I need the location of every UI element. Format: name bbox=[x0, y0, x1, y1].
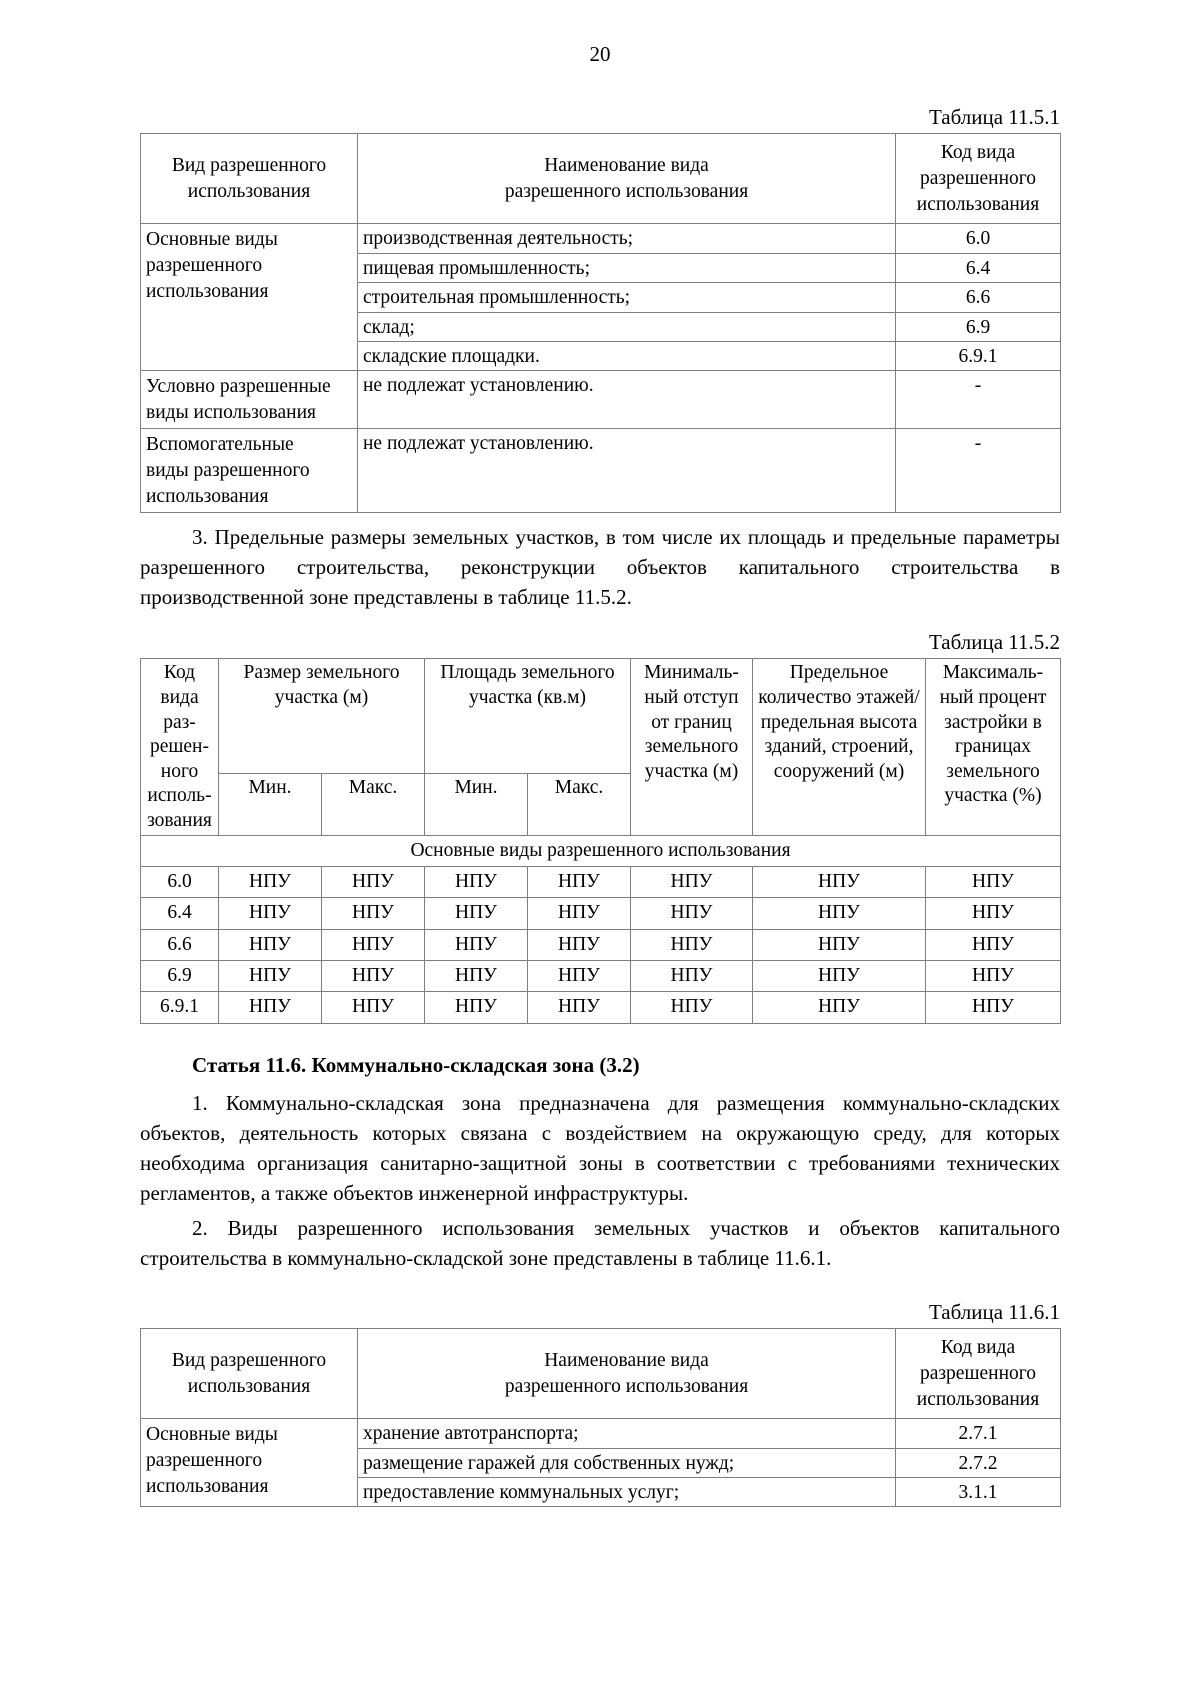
article-116-paragraph-1: 1. Коммунально-складская зона предназначена для размещения коммунально-складских объектов, деятельность которых связана с воздействием на окружающую среду, для которых необходима организация санитарно-защитной зоны в соответствии с требованиями технических регламентов, а также объектов инженерной инфраструктуры. bbox=[140, 1091, 1060, 1205]
cell-param-value: НПУ bbox=[219, 929, 322, 960]
cell-param-value: НПУ bbox=[631, 898, 753, 929]
cell-group-label: Основные виды разрешенного использования bbox=[141, 836, 1061, 866]
cell-use-kind: Основные виды разрешенного использования bbox=[141, 224, 358, 371]
cell-use-code: 6.4 bbox=[896, 253, 1061, 282]
cell-use-code: 6.9.1 bbox=[896, 341, 1061, 370]
cell-param-value: НПУ bbox=[753, 992, 926, 1023]
cell-param-value: НПУ bbox=[926, 898, 1061, 929]
table-row bbox=[141, 224, 1061, 253]
article-116-paragraph-2: 2. Виды разрешенного использования земельных участков и объектов капитального строительства в коммунально-складской зоне представлены в таблице 11.6.1. bbox=[140, 1216, 1060, 1271]
cell-code: 6.9.1 bbox=[141, 992, 219, 1023]
cell-code: 6.9 bbox=[141, 960, 219, 991]
table-1152-caption: Таблица 11.5.2 bbox=[928, 630, 1060, 655]
cell-param-value: НПУ bbox=[528, 960, 631, 991]
cell-use-name: не подлежат установлению. bbox=[358, 429, 896, 513]
cell-param-value: НПУ bbox=[631, 960, 753, 991]
cell-use-code: 3.1.1 bbox=[896, 1478, 1061, 1507]
cell-param-value: НПУ bbox=[631, 992, 753, 1023]
header-cell-use-code: Код вида разрешенного использования bbox=[896, 1329, 1061, 1419]
table-1152-header bbox=[141, 659, 1061, 836]
header-cell-use-kind: Вид разрешенного использования bbox=[141, 134, 358, 224]
article-116-title: Статья 11.6. Коммунально-складская зона (3.2) bbox=[192, 1052, 640, 1077]
table-row bbox=[141, 929, 1061, 960]
cell-param-value: НПУ bbox=[528, 929, 631, 960]
cell-param-value: НПУ bbox=[219, 960, 322, 991]
cell-param-value: НПУ bbox=[219, 866, 322, 897]
cell-use-name: хранение автотранспорта; bbox=[358, 1419, 896, 1448]
header-cell-use-name: Наименование вида разрешенного использования bbox=[358, 1329, 896, 1419]
cell-use-name: размещение гаражей для собственных нужд; bbox=[358, 1448, 896, 1477]
cell-use-code: - bbox=[896, 429, 1061, 513]
table-row bbox=[141, 960, 1061, 991]
table-1152-body bbox=[141, 836, 1061, 1023]
header-cell-area-group: Площадь земельного участка (кв.м) bbox=[425, 659, 631, 773]
cell-param-value: НПУ bbox=[425, 929, 528, 960]
cell-param-value: НПУ bbox=[926, 992, 1061, 1023]
cell-param-value: НПУ bbox=[219, 898, 322, 929]
table-row bbox=[141, 134, 1061, 224]
table-1151 bbox=[140, 133, 1061, 513]
header-cell-area-min: Мин. bbox=[425, 773, 528, 836]
cell-code: 6.0 bbox=[141, 866, 219, 897]
cell-param-value: НПУ bbox=[425, 960, 528, 991]
header-cell-area-max: Макс. bbox=[528, 773, 631, 836]
header-cell-size-min: Мин. bbox=[219, 773, 322, 836]
cell-use-name: складские площадки. bbox=[358, 341, 896, 370]
table-1161 bbox=[140, 1328, 1061, 1507]
header-cell-size-group: Размер земельного участка (м) bbox=[219, 659, 425, 773]
cell-use-name: склад; bbox=[358, 312, 896, 341]
cell-param-value: НПУ bbox=[926, 866, 1061, 897]
cell-code: 6.6 bbox=[141, 929, 219, 960]
cell-param-value: НПУ bbox=[322, 992, 425, 1023]
cell-param-value: НПУ bbox=[753, 898, 926, 929]
cell-code: 6.4 bbox=[141, 898, 219, 929]
cell-param-value: НПУ bbox=[926, 960, 1061, 991]
header-cell-use-kind: Вид разрешенного использования bbox=[141, 1329, 358, 1419]
table-group-row bbox=[141, 836, 1061, 866]
cell-use-name: строительная промышленность; bbox=[358, 283, 896, 312]
cell-use-code: 2.7.1 bbox=[896, 1419, 1061, 1448]
cell-param-value: НПУ bbox=[528, 992, 631, 1023]
cell-param-value: НПУ bbox=[528, 866, 631, 897]
cell-param-value: НПУ bbox=[322, 866, 425, 897]
cell-use-code: - bbox=[896, 371, 1061, 429]
table-row bbox=[141, 1329, 1061, 1419]
cell-use-kind: Условно разрешенные виды использования bbox=[141, 371, 358, 429]
page-number: 20 bbox=[589, 42, 611, 66]
table-1151-caption: Таблица 11.5.1 bbox=[928, 105, 1060, 129]
cell-use-name: пищевая промышленность; bbox=[358, 253, 896, 282]
cell-param-value: НПУ bbox=[753, 960, 926, 991]
cell-use-code: 6.9 bbox=[896, 312, 1061, 341]
table-1151-body bbox=[141, 224, 1061, 513]
table-row bbox=[141, 429, 1061, 513]
cell-use-code: 2.7.2 bbox=[896, 1448, 1061, 1477]
cell-param-value: НПУ bbox=[322, 898, 425, 929]
cell-param-value: НПУ bbox=[425, 866, 528, 897]
cell-param-value: НПУ bbox=[631, 929, 753, 960]
header-cell-code: Код вида раз-решен-ного исполь-зования bbox=[141, 659, 219, 836]
header-cell-floors: Предельное количество этажей/ предельная высота зданий, строений, сооружений (м) bbox=[753, 659, 926, 836]
table-1161-caption: Таблица 11.6.1 bbox=[928, 1299, 1060, 1324]
cell-use-kind: Вспомогательные виды разрешенного использования bbox=[141, 429, 358, 513]
cell-use-name: не подлежат установлению. bbox=[358, 371, 896, 429]
cell-param-value: НПУ bbox=[926, 929, 1061, 960]
cell-param-value: НПУ bbox=[631, 866, 753, 897]
cell-use-code: 6.6 bbox=[896, 283, 1061, 312]
table-row bbox=[141, 992, 1061, 1023]
cell-use-name: производственная деятельность; bbox=[358, 224, 896, 253]
table-1161-header bbox=[141, 1329, 1061, 1419]
table-1151-header bbox=[141, 134, 1061, 224]
cell-param-value: НПУ bbox=[528, 898, 631, 929]
cell-param-value: НПУ bbox=[753, 866, 926, 897]
header-cell-use-code: Код вида разрешенного использования bbox=[896, 134, 1061, 224]
header-cell-coverage: Максималь-ный процент застройки в границах земельного участка (%) bbox=[926, 659, 1061, 836]
table-row bbox=[141, 371, 1061, 429]
cell-param-value: НПУ bbox=[322, 960, 425, 991]
header-cell-setback: Минималь-ный отступ от границ земельного участка (м) bbox=[631, 659, 753, 836]
cell-param-value: НПУ bbox=[219, 992, 322, 1023]
table-1152 bbox=[140, 658, 1061, 1023]
cell-param-value: НПУ bbox=[425, 898, 528, 929]
header-cell-use-name: Наименование вида разрешенного использования bbox=[358, 134, 896, 224]
header-cell-size-max: Макс. bbox=[322, 773, 425, 836]
table-row bbox=[141, 659, 1061, 773]
table-1161-body bbox=[141, 1419, 1061, 1507]
cell-use-code: 6.0 bbox=[896, 224, 1061, 253]
table-row bbox=[141, 1419, 1061, 1448]
cell-param-value: НПУ bbox=[753, 929, 926, 960]
cell-param-value: НПУ bbox=[425, 992, 528, 1023]
table-row bbox=[141, 898, 1061, 929]
paragraph-3: 3. Предельные размеры земельных участков, в том числе их площадь и предельные параметры разрешенного строительства, реконструкции объектов капитального строительства в производственной зоне представлены в таблице 11.5.2. bbox=[140, 524, 1060, 609]
cell-use-kind: Основные виды разрешенного использования bbox=[141, 1419, 358, 1507]
cell-use-name: предоставление коммунальных услуг; bbox=[358, 1478, 896, 1507]
table-row bbox=[141, 866, 1061, 897]
cell-param-value: НПУ bbox=[322, 929, 425, 960]
